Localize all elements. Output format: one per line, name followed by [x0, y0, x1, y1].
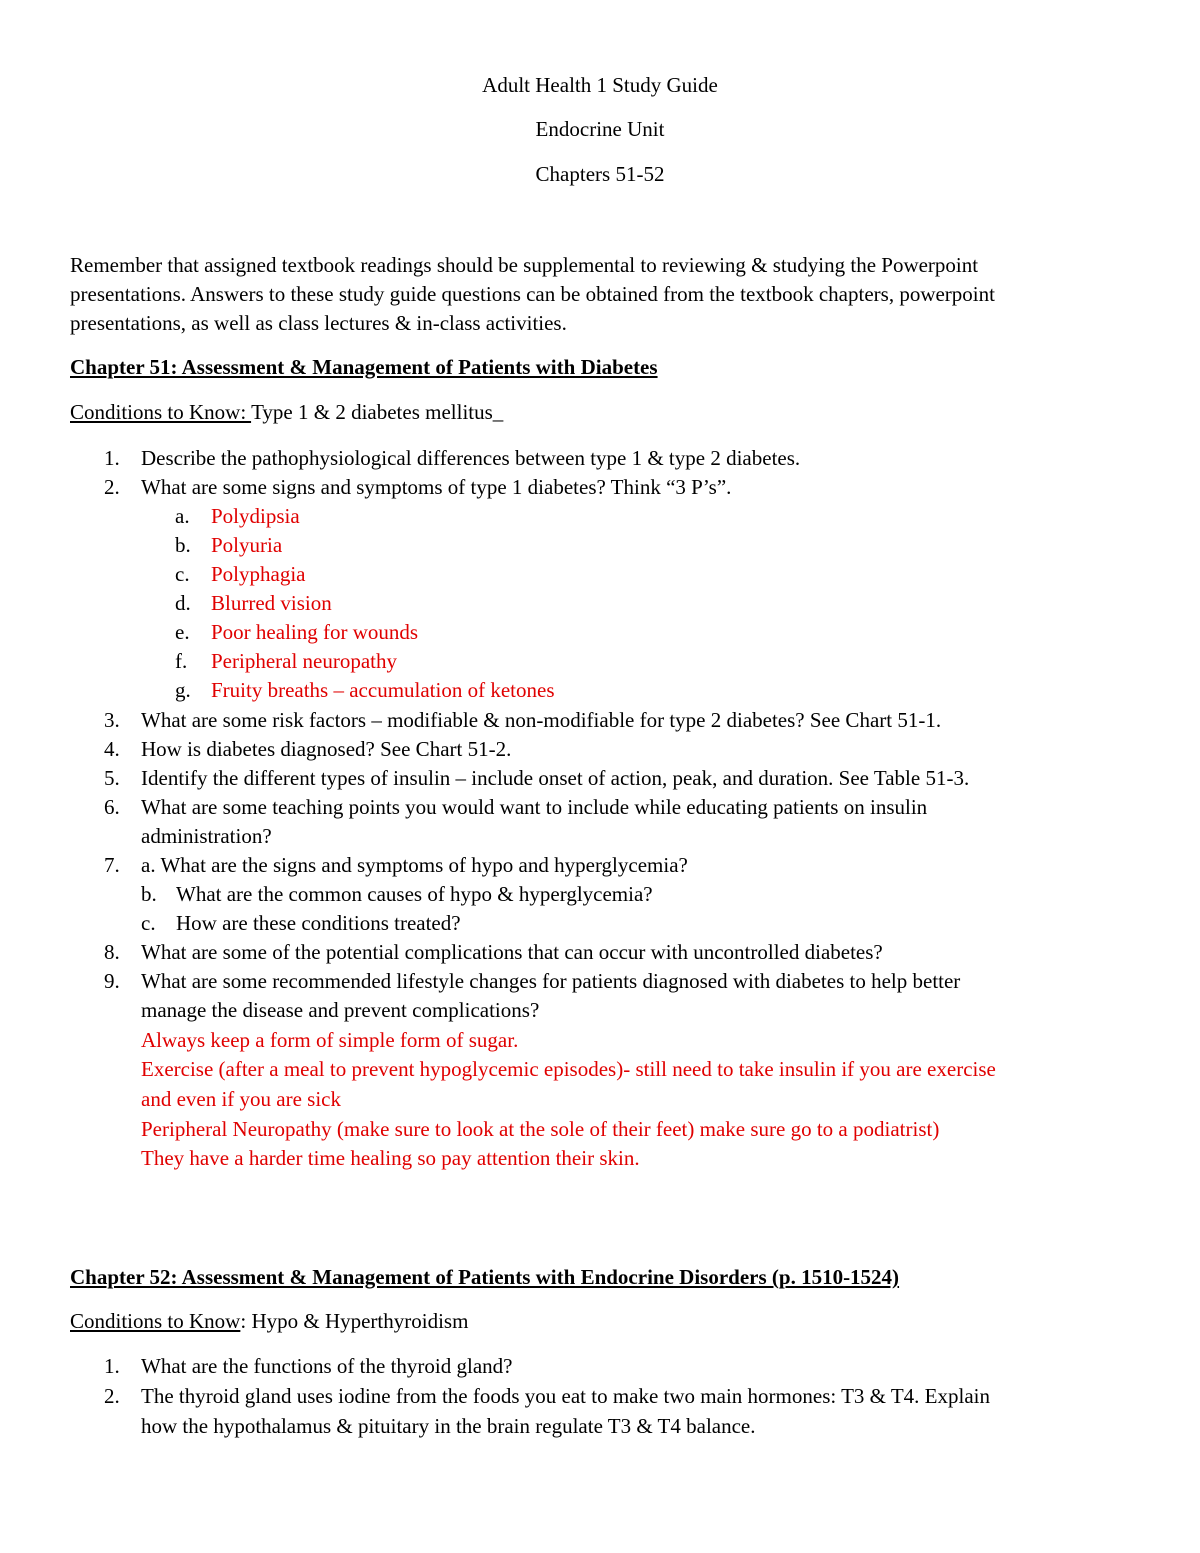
item-number: 1.: [104, 446, 120, 470]
question-text: how the hypothalamus & pituitary in the brain regulate T3 & T4 balance.: [141, 1414, 756, 1438]
conditions-label: Conditions to Know:: [70, 400, 252, 424]
question-text: What are some recommended lifestyle changes for patients diagnosed with diabetes to help better: [141, 969, 961, 993]
intro-line-2: presentations. Answers to these study guide questions can be obtained from the textbook chapters, powerpoint: [70, 282, 995, 306]
question-text: What are some teaching points you would want to include while educating patients on insulin: [141, 795, 928, 819]
sub-question-label: b.: [141, 882, 157, 906]
answer-text: Polydipsia: [211, 504, 300, 528]
question-text: What are some risk factors – modifiable & non-modifiable for type 2 diabetes? See Chart 51-1.: [141, 708, 942, 732]
chapter-52-heading: Chapter 52: Assessment & Management of Patients with Endocrine Disorders (p. 1510-1524): [70, 1265, 900, 1289]
answer-label: d.: [175, 591, 191, 615]
sub-question-text: How are these conditions treated?: [176, 911, 461, 935]
item-number: 7.: [104, 853, 120, 877]
answer-text: Peripheral neuropathy: [211, 649, 398, 673]
answer-text: Poor healing for wounds: [211, 620, 419, 644]
question-text: What are some signs and symptoms of type 1 diabetes? Think “3 P’s”.: [141, 475, 732, 499]
question-text: What are the functions of the thyroid gland?: [141, 1354, 513, 1378]
answer-label: e.: [175, 620, 190, 644]
question-text: What are some of the potential complications that can occur with uncontrolled diabetes?: [141, 940, 883, 964]
answer-text: Exercise (after a meal to prevent hypoglycemic episodes)- still need to take insulin if you are exercise: [141, 1057, 996, 1081]
answer-text: Always keep a form of simple form of sugar.: [141, 1028, 519, 1052]
intro-line-3: presentations, as well as class lectures & in-class activities.: [70, 311, 567, 335]
answer-text: Polyuria: [211, 533, 283, 557]
question-text: a. What are the signs and symptoms of hypo and hyperglycemia?: [141, 853, 688, 877]
conditions-label: Conditions to Know: [70, 1309, 241, 1333]
answer-label: f.: [175, 649, 188, 673]
answer-text: Fruity breaths – accumulation of ketones: [211, 678, 555, 702]
chapter-51-conditions: [70, 400, 503, 425]
answer-label: b.: [175, 533, 191, 557]
question-text: Identify the different types of insulin – include onset of action, peak, and duration. See Table 51-3.: [141, 766, 970, 790]
question-text: How is diabetes diagnosed? See Chart 51-2.: [141, 737, 512, 761]
answer-text: Polyphagia: [211, 562, 306, 586]
unit-title: Endocrine Unit: [535, 117, 665, 141]
question-text: manage the disease and prevent complications?: [141, 998, 540, 1022]
item-number: 6.: [104, 795, 120, 819]
item-number: 1.: [104, 1354, 120, 1378]
question-text: administration?: [141, 824, 272, 848]
answer-text: and even if you are sick: [141, 1087, 342, 1111]
chapter-52-conditions: [70, 1309, 468, 1334]
document-title: Adult Health 1 Study Guide: [482, 73, 718, 97]
item-number: 4.: [104, 737, 120, 761]
answer-text: Peripheral Neuropathy (make sure to look at the sole of their feet) make sure go to a podiatrist): [141, 1117, 940, 1141]
intro-paragraph: [70, 251, 1130, 338]
chapters-title: Chapters 51-52: [535, 162, 665, 186]
item-number: 2.: [104, 475, 120, 499]
item-number: 3.: [104, 708, 120, 732]
conditions-value: : Hypo & Hyperthyroidism: [240, 1309, 469, 1333]
item-number: 8.: [104, 940, 120, 964]
answer-label: a.: [175, 504, 190, 528]
answer-text: Blurred vision: [211, 591, 332, 615]
chapter-51-heading: Chapter 51: Assessment & Management of Patients with Diabetes: [70, 355, 658, 379]
conditions-value: Type 1 & 2 diabetes mellitus_: [251, 400, 504, 424]
question-text: The thyroid gland uses iodine from the foods you eat to make two main hormones: T3 & T4. Explain: [141, 1384, 990, 1408]
question-text: Describe the pathophysiological differences between type 1 & type 2 diabetes.: [141, 446, 801, 470]
item-number: 5.: [104, 766, 120, 790]
item-number: 2.: [104, 1384, 120, 1408]
answer-label: c.: [175, 562, 190, 586]
answer-text: They have a harder time healing so pay attention their skin.: [141, 1146, 640, 1170]
sub-question-label: c.: [141, 911, 156, 935]
sub-question-text: What are the common causes of hypo & hyperglycemia?: [176, 882, 653, 906]
item-number: 9.: [104, 969, 120, 993]
answer-label: g.: [175, 678, 191, 702]
intro-line-1: Remember that assigned textbook readings should be supplemental to reviewing & studying the Powerpoint: [70, 253, 979, 277]
